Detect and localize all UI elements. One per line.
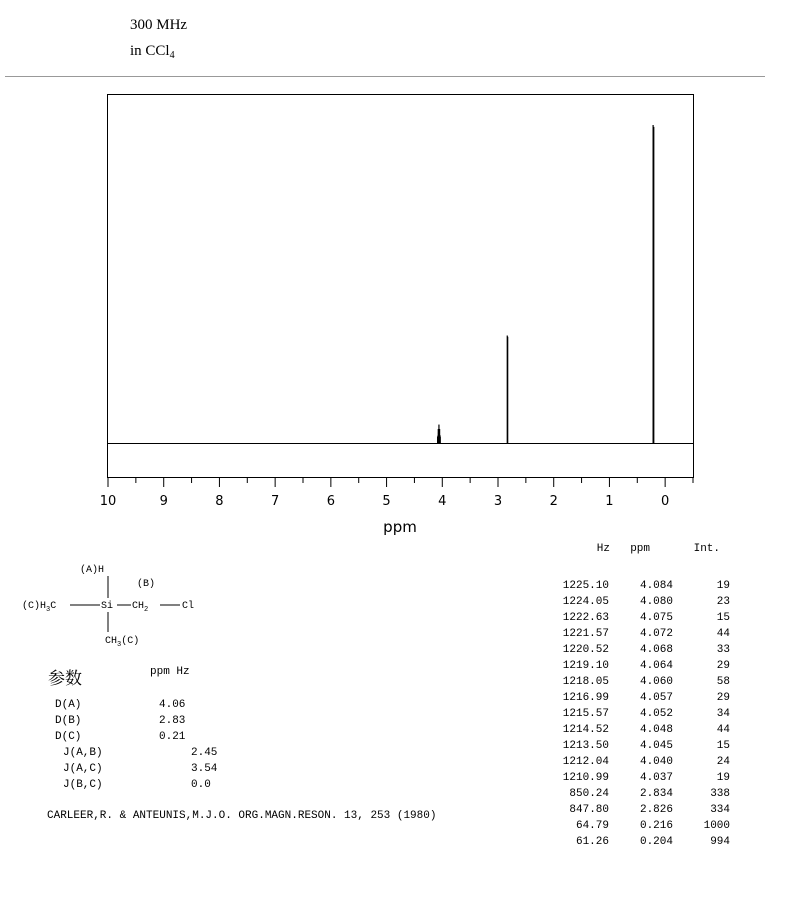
peak-ppm: 4.052 — [639, 708, 673, 720]
peak-hz: 1218.05 — [562, 676, 609, 688]
peak-ppm: 2.826 — [639, 804, 673, 816]
peak-lines — [438, 125, 654, 443]
peak-ppm: 0.216 — [639, 820, 673, 832]
peak-int: 19 — [716, 772, 730, 784]
peak-table-row — [540, 756, 740, 772]
peak-ppm: 4.045 — [639, 740, 673, 752]
peak-hz: 1225.10 — [562, 580, 609, 592]
peak-table-row — [540, 788, 740, 804]
citation: CARLEER,R. & ANTEUNIS,M.J.O. ORG.MAGN.RESON. 13, 253 (1980) — [47, 810, 437, 822]
x-tick-label: 10 — [99, 494, 117, 509]
peak-ppm: 4.075 — [639, 612, 673, 624]
params-header: ppm Hz — [150, 666, 190, 678]
solvent-subscript: 4 — [169, 50, 175, 61]
param-value: 0.0 — [191, 779, 211, 791]
peak-int: 15 — [716, 740, 730, 752]
peak-hz: 61.26 — [575, 836, 609, 848]
peak-table-row — [540, 740, 740, 756]
peak-int: 19 — [716, 580, 730, 592]
struct-bottom-group: $CH_3(C)$ — [105, 636, 140, 649]
peak-ppm: 0.204 — [639, 836, 673, 848]
peak-hz: 1216.99 — [562, 692, 609, 704]
param-label: J(B,C) — [63, 779, 103, 791]
x-axis-label: ppm — [383, 518, 417, 536]
x-tick-label: 4 — [438, 494, 447, 509]
peak-hz: 1219.10 — [562, 660, 609, 672]
peak-int: 29 — [716, 660, 730, 672]
peak-int: 24 — [716, 756, 730, 768]
peak-int: 29 — [716, 692, 730, 704]
struct-label-a: (A)H — [80, 565, 105, 576]
param-value: 3.54 — [191, 763, 218, 775]
peak-table-header-hz: Hz — [596, 543, 610, 555]
peak-table-row — [540, 724, 740, 740]
x-axis-ticks — [108, 477, 693, 487]
peak-ppm: 4.080 — [639, 596, 673, 608]
param-value: 2.45 — [191, 747, 218, 759]
plot-frame — [108, 95, 694, 478]
param-label: J(A,C) — [63, 763, 103, 775]
peak-hz: 1215.57 — [562, 708, 609, 720]
peak-table-row — [540, 644, 740, 660]
peak-table-row — [540, 804, 740, 820]
peak-ppm: 4.037 — [639, 772, 673, 784]
peak-table-header-int: Int. — [693, 543, 720, 555]
solvent-prefix: in CCl — [130, 43, 170, 59]
peak-table-row — [540, 580, 740, 596]
param-label: J(A,B) — [63, 747, 103, 759]
x-axis-tick-labels — [100, 494, 670, 509]
spectrometer-frequency: 300 MHz — [130, 17, 188, 33]
peak-table-row — [540, 628, 740, 644]
x-tick-label: 2 — [549, 494, 558, 509]
molecule-structure — [20, 560, 240, 655]
peak-table-row — [540, 708, 740, 724]
peak-table-header-ppm: ppm — [630, 543, 650, 555]
peak-table-row — [540, 676, 740, 692]
x-tick-label: 0 — [661, 494, 670, 509]
struct-left-group: $(C)H_3C$ — [22, 601, 57, 614]
peak-int: 44 — [716, 724, 730, 736]
param-value: 0.21 — [159, 731, 186, 743]
peak-hz: 1224.05 — [562, 596, 609, 608]
peak-ppm: 4.084 — [639, 580, 673, 592]
param-value: 2.83 — [159, 715, 186, 727]
peak-hz: 1210.99 — [562, 772, 609, 784]
struct-label-b: (B) — [137, 579, 156, 590]
peak-hz: 1214.52 — [562, 724, 609, 736]
peak-int: 34 — [716, 708, 730, 720]
x-tick-label: 7 — [271, 494, 280, 509]
peak-ppm: 4.057 — [639, 692, 673, 704]
peak-hz: 64.79 — [575, 820, 609, 832]
x-tick-label: 6 — [326, 494, 335, 509]
params-title: 参数 — [48, 669, 82, 689]
peak-int: 15 — [716, 612, 730, 624]
peak-table-row — [540, 612, 740, 628]
peak-ppm: 4.064 — [639, 660, 673, 672]
peak-int: 23 — [716, 596, 730, 608]
peak-int: 58 — [716, 676, 730, 688]
peak-int: 33 — [716, 644, 730, 656]
peak-hz: 1213.50 — [562, 740, 609, 752]
peak-int: 1000 — [703, 820, 730, 832]
peak-int: 44 — [716, 628, 730, 640]
struct-ch2: $CH_2$ — [132, 601, 149, 614]
x-tick-label: 9 — [159, 494, 168, 509]
peak-table-row — [540, 820, 740, 836]
x-tick-label: 8 — [215, 494, 224, 509]
peak-ppm: 4.048 — [639, 724, 673, 736]
peak-hz: 850.24 — [569, 788, 609, 800]
peak-ppm: 4.040 — [639, 756, 673, 768]
peak-ppm: 4.060 — [639, 676, 673, 688]
peak-hz: 1220.52 — [562, 644, 609, 656]
x-tick-label: 5 — [382, 494, 391, 509]
struct-si: Si — [101, 601, 114, 612]
struct-cl: Cl — [182, 601, 195, 612]
peak-hz: 847.80 — [569, 804, 609, 816]
peak-table-row — [540, 596, 740, 612]
peak-table-row — [540, 660, 740, 676]
peak-ppm: 2.834 — [639, 788, 673, 800]
param-label: D(C) — [55, 731, 82, 743]
peak-table-row — [540, 836, 740, 852]
x-tick-label: 3 — [493, 494, 503, 509]
peak-hz: 1221.57 — [562, 628, 609, 640]
peak-hz: 1222.63 — [562, 612, 609, 624]
peak-ppm: 4.068 — [639, 644, 673, 656]
peak-table-row — [540, 692, 740, 708]
x-tick-label: 1 — [605, 494, 614, 509]
param-label: D(A) — [55, 699, 82, 711]
peak-int: 994 — [710, 836, 730, 848]
peak-int: 338 — [710, 788, 730, 800]
peak-ppm: 4.072 — [639, 628, 673, 640]
param-value: 4.06 — [159, 699, 186, 711]
peak-table-row — [540, 772, 740, 788]
param-label: D(B) — [55, 715, 82, 727]
peak-hz: 1212.04 — [562, 756, 609, 768]
peak-int: 334 — [710, 804, 730, 816]
